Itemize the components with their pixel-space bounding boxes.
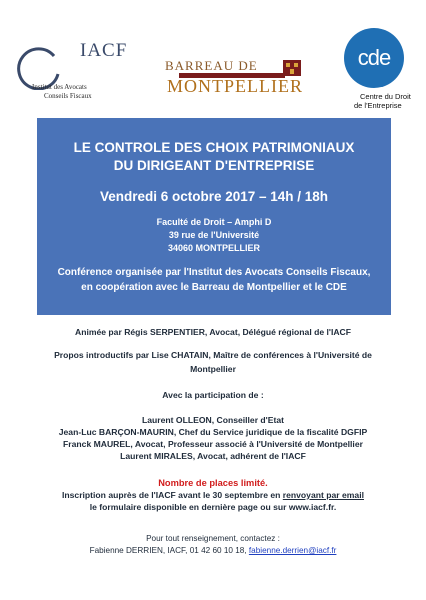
iacf-logo [14,40,144,100]
registration-text: Inscription auprès de l'IACF avant le 30 septembre en [62,490,283,500]
address-line-3: 34060 MONTPELLIER [167,243,261,253]
cde-logo [340,22,420,118]
iacf-logo-subtitle-2: Conseils Fiscaux [44,92,92,100]
event-banner [37,118,391,315]
address-line-2: 39 rue de l'Université [168,230,260,240]
address-line-1: Faculté de Droit – Amphi D [156,217,272,227]
barreau-montpellier-logo [165,56,305,100]
barreau-logo-bottom: MONTPELLIER [167,76,303,96]
logo-header [0,0,426,118]
iacf-logo-subtitle-1: Institut des Avocats [32,83,87,91]
introduction-line-2: Montpellier [190,364,236,374]
participation-heading: Avec la participation de : [162,390,264,400]
event-details [0,326,426,557]
cde-logo-subtitle-1: Centre du Droit [360,92,411,101]
event-title-line-1: LE CONTROLE DES CHOIX PATRIMONIAUX [73,140,355,155]
crest-icon [281,56,303,78]
speaker-item: Franck MAUREL, Avocat, Professeur associé à l'Université de Montpellier [63,439,363,449]
moderator-line: Animée par Régis SERPENTIER, Avocat, Délégué régional de l'IACF [75,327,351,337]
contact-person: Fabienne DERRIEN, IACF, 01 42 60 10 18, [89,546,249,555]
event-date: Vendredi 6 octobre 2017 – 14h / 18h [99,189,329,204]
registration-line-2: le formulaire disponible en dernière page ou sur www.iacf.fr. [89,502,337,512]
organizer-note [37,265,391,295]
introduction-note [0,348,426,376]
speaker-item: Jean-Luc BARÇON-MAURIN, Chef du Service juridique de la fiscalité DGFIP [58,427,368,437]
organizer-line-2: en coopération avec le Barreau de Montpellier et le CDE [81,282,347,293]
event-address [37,216,391,255]
iacf-logo-name: IACF [80,40,128,61]
contact-line [0,545,426,557]
speaker-list [0,414,426,462]
introduction-line-1: Propos introductifs par Lise CHATAIN, Maître de conférences à l'Université de [54,350,372,360]
organizer-line-1: Conférence organisée par l'Institut des Avocats Conseils Fiscaux, [57,267,371,278]
contact-heading: Pour tout renseignement, contactez : [146,534,280,543]
contact-block [0,533,426,557]
registration-note [0,489,426,513]
cde-logo-mark: cde [344,28,404,88]
cde-logo-subtitle-2: de l'Entreprise [354,101,402,110]
speaker-item: Laurent OLLEON, Conseiller d'Etat [142,415,284,425]
barreau-logo-top: BARREAU DE [165,58,258,73]
limited-seats-notice: Nombre de places limité. [158,478,268,488]
contact-email-link[interactable]: fabienne.derrien@iacf.fr [248,546,337,555]
event-title-line-2: DU DIRIGEANT D'ENTREPRISE [113,158,315,173]
speaker-item: Laurent MIRALES, Avocat, adhérent de l'IACF [120,451,306,461]
registration-email-link[interactable]: renvoyant par email [282,490,364,500]
